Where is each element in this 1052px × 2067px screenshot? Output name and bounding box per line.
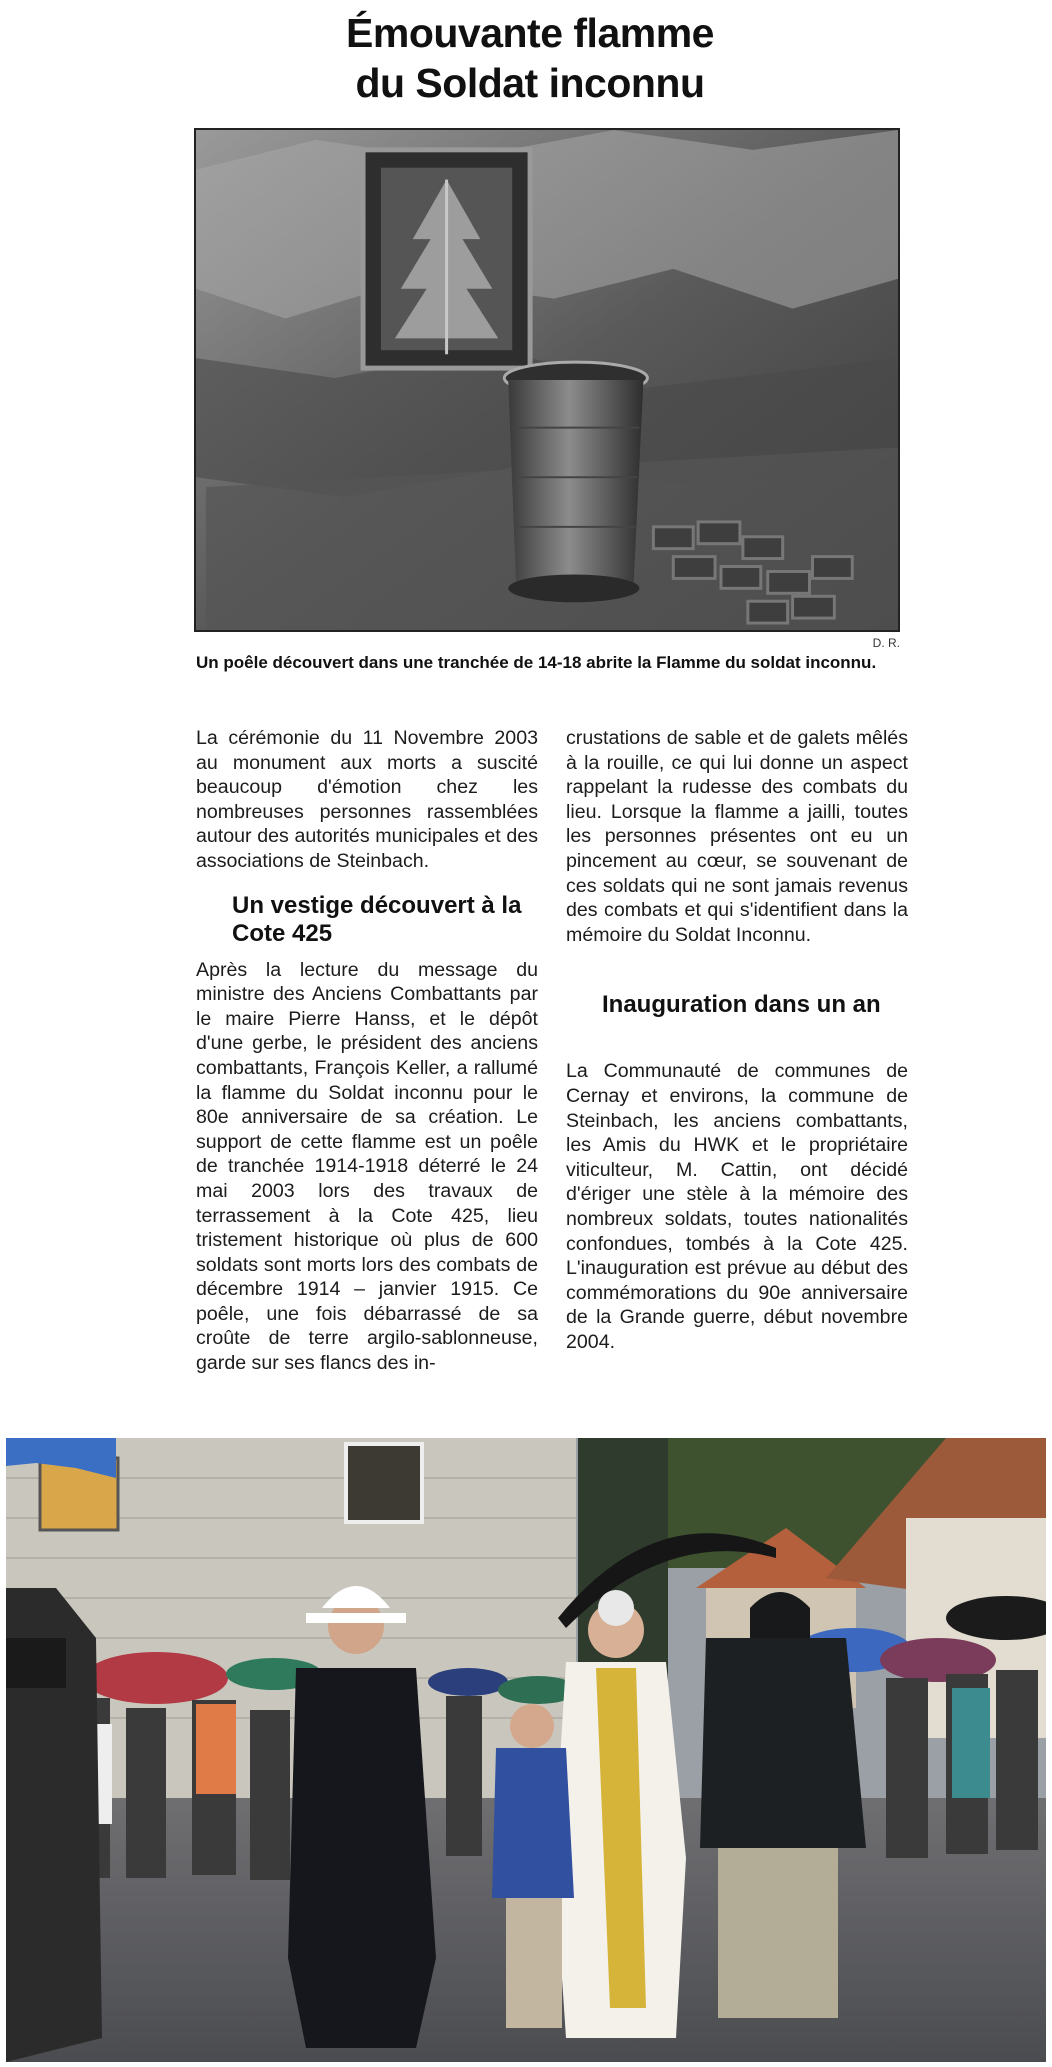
article-paragraph-2: crustations de sable et de galets mêlés à la rouille, ce qui lui donne un aspect rappelant la rudesse des combats du lieu. Lorsque la flamme a jailli, toutes les personnes présentes ont eu un pincement au cœur, se souvenant de ces soldats qui ne sont jamais revenus des combats et qui s'identifient dans la mémoire du Soldat Inconnu. (566, 727, 908, 946)
headline-line-1: Émouvante flamme (346, 10, 714, 56)
photo-credit: D. R. (872, 636, 900, 650)
article-column-left (196, 726, 538, 1376)
headline-line-2: du Soldat inconnu (355, 60, 705, 106)
article-intro: La cérémonie du 11 Novembre 2003 au monument aux morts a suscité beaucoup d'émotion chez les nombreuses personnes rassemblées autour des autorités municipales et des associations de Steinbach. (196, 727, 538, 872)
stove-monument-photo (194, 128, 900, 632)
article-paragraph-3: La Communauté de communes de Cernay et environs, la commune de Steinbach, les anciens combattants, les Amis du HWK et le propriétaire viticulteur, M. Cattin, ont décidé d'ériger une stèle à la mémoire des nombreux soldats, toutes nationalités confondues, tombés à la Cote 425. L'inauguration est prévue au début des commémorations du 90e anniversaire de la Grande guerre, début novembre 2004. (566, 1060, 908, 1353)
subheading-inauguration: Inauguration dans un an (602, 991, 881, 1019)
stove-monument-image (196, 130, 898, 630)
article-headline (300, 8, 760, 108)
photo-caption: Un poêle découvert dans une tranchée de 14-18 abrite la Flamme du soldat inconnu. (196, 653, 877, 672)
article-paragraph-1: Après la lecture du message du ministre des Anciens Combattants par le maire Pierre Hanss, et le dépôt d'une gerbe, le président des anciens combattants, François Keller, a rallumé la flamme du Soldat inconnu pour le 80e anniversaire de sa création. Le support de cette flamme est un poêle de tranchée 1914-1918 déterré le 24 mai 2003 lors des travaux de terrassement à la Cote 425, lieu tristement historique où plus de 600 soldats sont morts lors des combats de décembre 1914 – janvier 1915. Ce poêle, une fois débarrassé de sa croûte de terre argilo-sablonneuse, garde sur ses flancs des in- (196, 958, 538, 1375)
ceremony-image (6, 1438, 1046, 2062)
article-column-right (566, 726, 908, 1354)
subheading-vestige: Un vestige découvert à la Cote 425 (232, 891, 522, 947)
ceremony-photo (6, 1438, 1046, 2062)
